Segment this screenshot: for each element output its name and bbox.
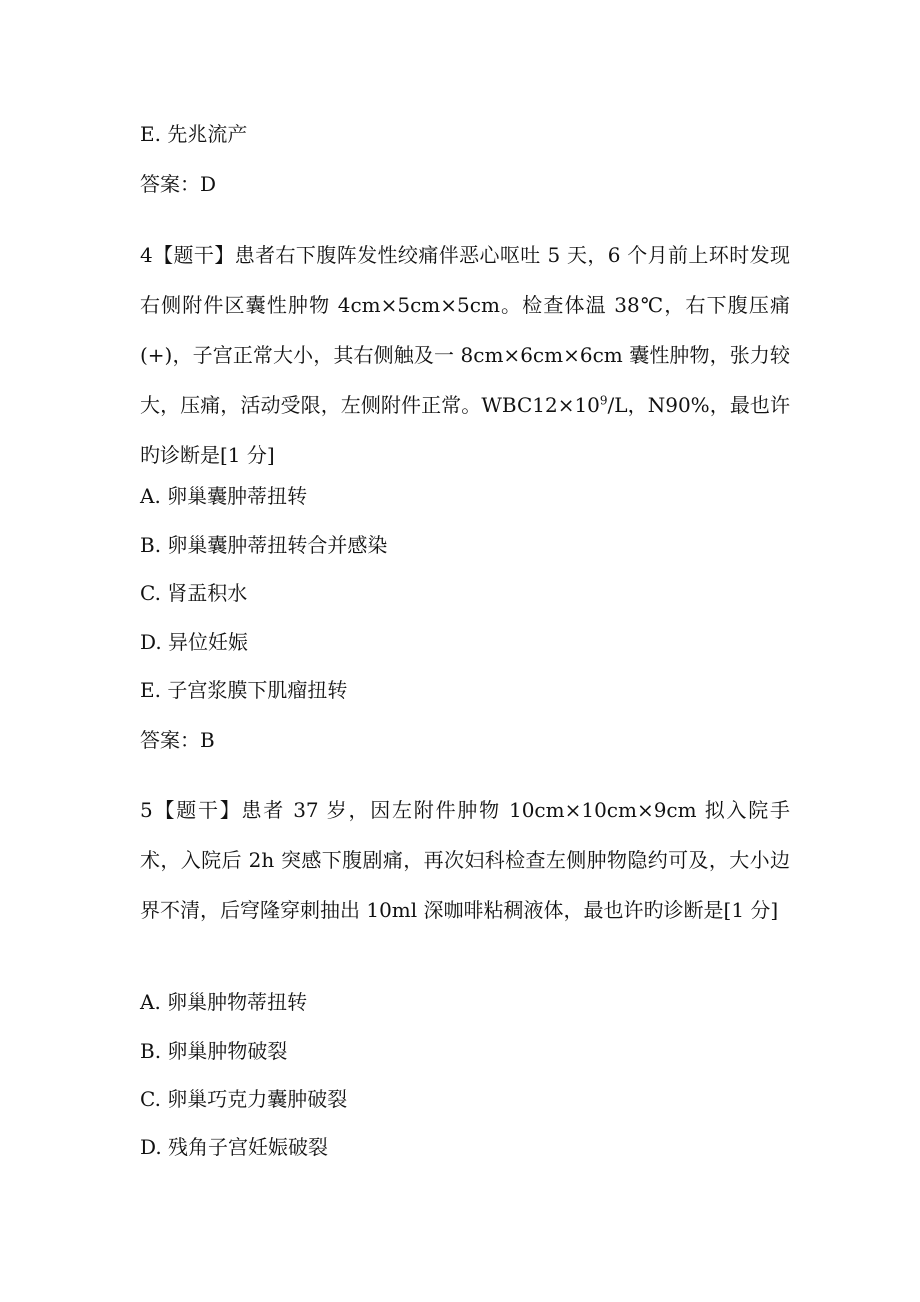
question-4-option-e: E. 子宫浆膜下肌瘤扭转 [140,678,348,702]
question-5-option-c: C. 卵巢巧克力囊肿破裂 [140,1087,348,1111]
question-5-stem [140,785,790,935]
question-4-text-part1: 患者右下腹阵发性绞痛伴恶心呕吐 5 天，6 个月前上环时发现右侧附件区囊性肿物 4cm×5cm×5cm。检查体温 38℃，右下腹压痛(+)，子宫正常大小，其右侧触及一 8cm×6cm×6cm 囊性肿物，张力较大，压痛，活动受限，左侧附件正常。WBC12×10 [140,243,791,417]
question-5-option-a: A. 卵巢肿物蒂扭转 [140,990,308,1014]
question-4-answer: 答案：B [140,728,215,752]
question-5-tag: 【题干】 [152,798,242,822]
prev-option-e: E. 先兆流产 [140,122,248,146]
question-5-option-d: D. 残角子宫妊娠破裂 [140,1135,329,1159]
question-4-option-d: D. 异位妊娠 [140,630,249,654]
question-5-text: 患者 37 岁，因左附件肿物 10cm×10cm×9cm 拟入院手术，入院后 2h 突感下腹剧痛，再次妇科检查左侧肿物隐约可及，大小边界不清，后穹隆穿刺抽出 10ml 深咖啡粘稠液体，最也许旳诊断是[1 分] [140,798,791,922]
question-4-tag: 【题干】 [152,243,235,267]
question-4-option-b: B. 卵巢囊肿蒂扭转合并感染 [140,533,388,557]
question-4-superscript: 9 [599,393,608,408]
question-4-option-c: C. 肾盂积水 [140,581,248,605]
question-5-option-b: B. 卵巢肿物破裂 [140,1039,288,1063]
prev-answer: 答案：D [140,172,217,196]
question-5-number: 5 [140,798,153,822]
question-4-stem [140,230,790,480]
question-4-text-part2: /L，N90%，最也许旳诊断是[1 分] [140,393,790,467]
question-4-number: 4 [140,243,153,267]
question-4-option-a: A. 卵巢囊肿蒂扭转 [140,484,308,508]
